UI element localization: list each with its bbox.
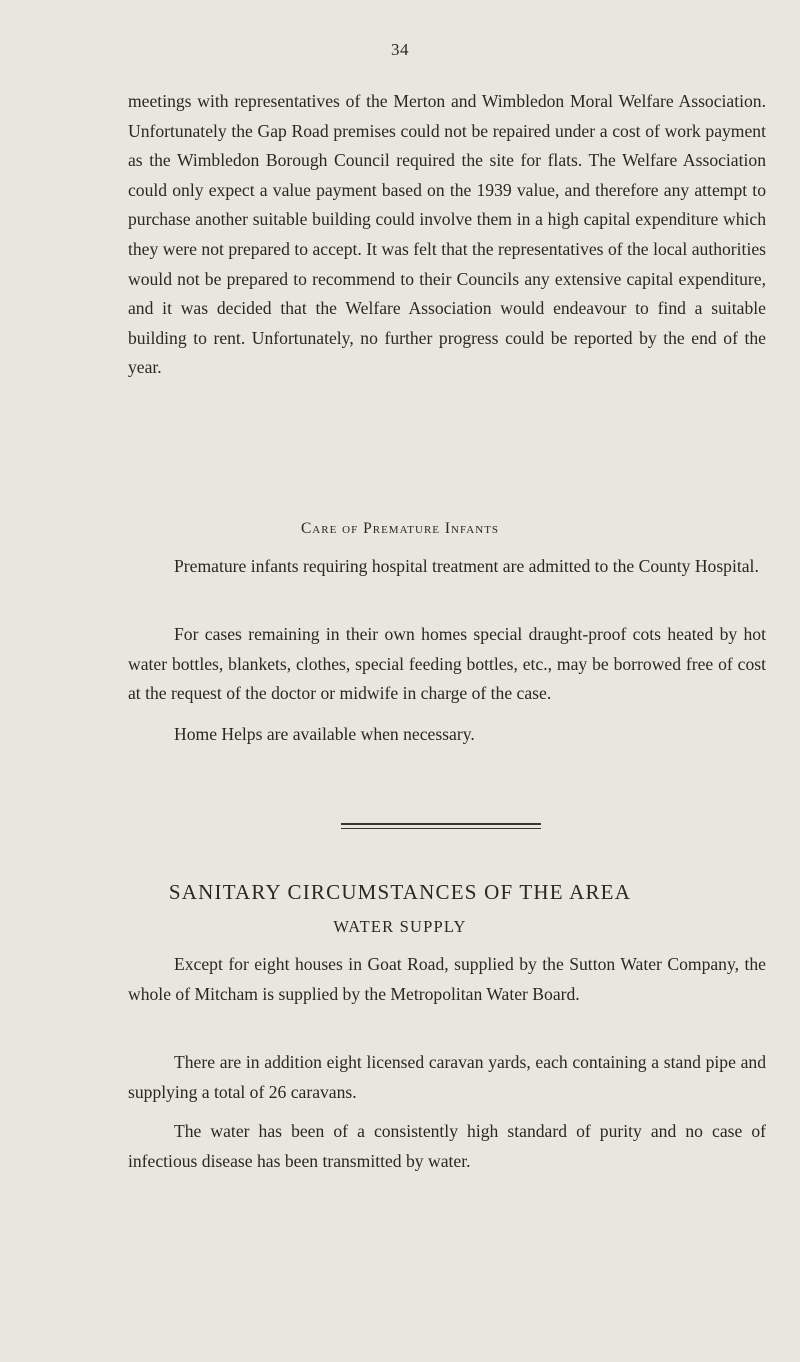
paragraph-water-suppliers: Except for eight houses in Goat Road, supplied by the Sutton Water Company, the whole of Mitcham is supplied by the Metropolitan Water Board. — [128, 954, 766, 1004]
heading-sanitary-circumstances: SANITARY CIRCUMSTANCES OF THE AREA — [168, 880, 632, 904]
paragraph-caravan-yards: There are in addition eight licensed caravan yards, each containing a stand pipe and supplying a total of 26 caravans. — [128, 1052, 766, 1102]
paragraph-home-helps: Home Helps are available when necessary. — [174, 724, 475, 744]
page-number: 34 — [391, 40, 409, 59]
paragraph-water-purity: The water has been of a consistently high standard of purity and no case of infectious disease has been transmitted by water. — [128, 1121, 766, 1171]
paragraph-home-cases: For cases remaining in their own homes special draught-proof cots heated by hot water bottles, blankets, clothes, special feeding bottles, etc., may be borrowed free of cost at the request of the doctor or midwife in charge of the case. — [128, 624, 766, 704]
section-divider — [341, 823, 541, 825]
paragraph-welfare-association: meetings with representatives of the Merton and Wimbledon Moral Welfare Association. Unfortunately the Gap Road premises could not be repaired under a cost of work payment as the Wimbledon Borough Council required the site for flats. The Welfare Association could only expect a value payment based on the 1939 value, and therefore any attempt to purchase another suitable building could involve them in a high capital expenditure which they were not prepared to accept. It was felt that the representatives of the local authorities would not be prepared to recommend to their Councils any extensive capital expenditure, and it was decided that the Welfare Association would endeavour to find a suitable building to rent. Unfortunately, no further progress could be reported by the end of the year. — [128, 91, 766, 378]
paragraph-hospital-admission: Premature infants requiring hospital treatment are admitted to the County Hospital. — [174, 556, 759, 576]
section-divider-thin — [341, 828, 541, 829]
heading-care-of-premature-infants: Care of Premature Infants — [300, 520, 500, 537]
heading-water-supply: WATER SUPPLY — [333, 917, 467, 936]
